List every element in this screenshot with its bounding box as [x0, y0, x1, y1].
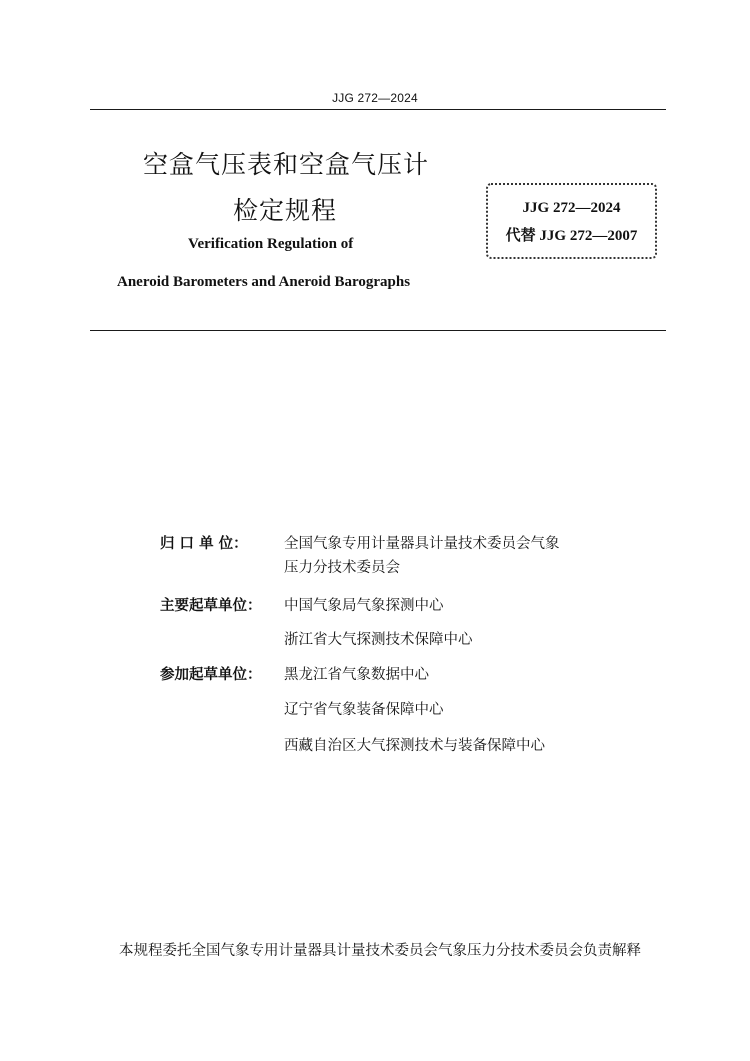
interpretation-note: 本规程委托全国气象专用计量器具计量技术委员会气象压力分技术委员会负责解释 [119, 943, 641, 959]
header-document-code: JJG 272—2024 [332, 91, 418, 105]
info-value-centralized-unit-line-1: 全国气象专用计量器具计量技术委员会气象 [284, 536, 560, 552]
top-divider [90, 109, 666, 110]
title-english-line-1: Verification Regulation of [188, 236, 354, 252]
bottom-divider [90, 330, 666, 331]
info-value-participating-unit-2: 辽宁省气象装备保障中心 [284, 702, 444, 718]
info-label-centralized-unit: 归 口 单 位： [160, 536, 248, 552]
title-english-line-2: Aneroid Barometers and Aneroid Barographs [117, 274, 411, 290]
info-value-participating-unit-3: 西藏自治区大气探测技术与装备保障中心 [284, 738, 545, 754]
info-label-main-drafting-unit: 主要起草单位： [160, 598, 262, 614]
info-value-main-drafting-unit-1: 中国气象局气象探测中心 [284, 598, 444, 614]
title-chinese-line-1: 空盒气压表和空盒气压计 [143, 150, 430, 179]
replaced-standard-code: 代替 JJG 272—2007 [505, 228, 638, 244]
standard-code: JJG 272—2024 [522, 200, 621, 216]
info-label-participating-unit: 参加起草单位： [160, 667, 262, 683]
info-value-main-drafting-unit-2: 浙江省大气探测技术保障中心 [284, 632, 473, 648]
standard-code-box [486, 183, 657, 259]
info-value-centralized-unit-line-2: 压力分技术委员会 [284, 560, 400, 576]
title-chinese-line-2: 检定规程 [233, 196, 338, 225]
info-value-participating-unit-1: 黑龙江省气象数据中心 [284, 667, 429, 683]
